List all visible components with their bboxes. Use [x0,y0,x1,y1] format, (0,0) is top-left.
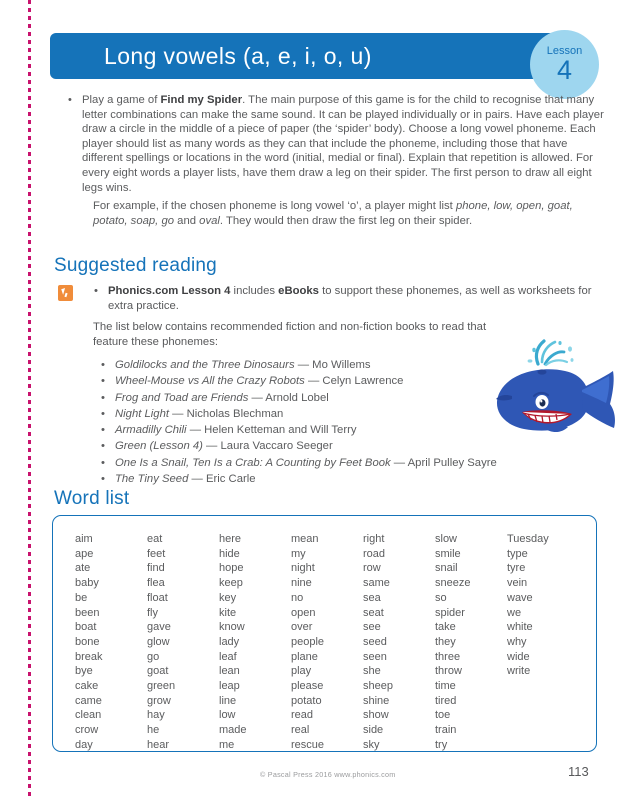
word-column-6 [435,532,507,753]
word: lean [219,665,240,678]
word: bone [75,635,100,648]
word: time [435,680,456,693]
book-author: Laura Vaccaro Seeger [220,440,333,453]
word: float [147,591,168,604]
word-column-2 [147,532,219,753]
word: find [147,562,165,575]
word: hope [219,562,244,575]
word: right [363,533,385,545]
word: goat [147,665,169,678]
book-author: Celyn Lawrence [322,375,404,388]
word: open [291,606,316,619]
book-title: Frog and Toad are Friends [115,391,249,404]
word: rescue [291,738,325,751]
page-title: Long vowels (a, e, i, o, u) [104,42,372,69]
example-part3: . They would then draw the first leg on their spider. [219,214,473,227]
word: know [219,621,245,634]
word: vein [507,577,528,590]
phonics-ebooks-label: eBooks [278,285,319,297]
phonics-part1: includes [230,285,279,297]
word: plane [291,650,318,663]
word: take [435,621,456,634]
word: clean [75,709,102,722]
word: smile [435,547,461,560]
word: potato [291,694,322,707]
word: break [75,650,103,663]
word: road [363,547,386,560]
section-heading-suggested-reading: Suggested reading [54,255,217,276]
list-item [115,471,563,487]
word-column-7 [507,532,579,753]
word: type [507,547,528,560]
word: please [291,680,324,693]
word: grow [147,694,171,707]
word: slow [435,533,458,545]
word: same [363,577,390,590]
word-column-1 [75,532,147,753]
word: seat [363,606,384,619]
word: shine [363,694,390,707]
word: key [219,591,237,604]
word: three [435,650,461,663]
word: be [75,591,88,604]
book-author: Eric Carle [205,473,256,486]
section-heading-word-list: Word list [54,488,130,509]
book-dash: — [188,473,206,486]
water-spout-icon [528,341,574,365]
book-dash: — [186,424,205,437]
word: tired [435,694,457,707]
word: toe [435,709,451,722]
word: row [363,562,381,575]
word-list-columns [75,532,579,753]
book-title: Green (Lesson 4) [115,440,203,453]
word-column-4 [291,532,363,753]
word: wave [507,591,533,604]
book-dash: — [390,456,408,469]
book-title: Night Light [115,407,170,420]
word: over [291,621,313,634]
word: here [219,533,242,545]
phonics-lesson-link[interactable]: Phonics.com Lesson 4 [108,285,231,297]
word: why [507,635,527,648]
word: gave [147,621,171,634]
activity-bullet [82,93,605,195]
word: throw [435,665,462,678]
word: hear [147,738,170,751]
lesson-badge-label: Lesson [546,44,583,57]
book-title: Goldilocks and the Three Dinosaurs [115,359,295,371]
word: real [291,724,310,737]
header-bar [50,33,560,79]
word: wide [507,650,530,663]
word-column-5 [363,532,435,753]
word: sea [363,591,381,604]
word: nine [291,577,312,590]
word: been [75,606,100,619]
word: came [75,694,102,707]
word: write [507,665,531,678]
book-title: The Tiny Seed [115,473,189,486]
page-content [50,0,619,800]
word: they [435,635,456,648]
book-dash: — [294,359,313,371]
word: lady [219,635,240,648]
word-list-box [52,515,597,752]
word: tyre [507,562,526,575]
word: see [363,621,381,634]
book-author: Nicholas Blechman [186,407,284,420]
book-title: Armadilly Chili [115,424,187,437]
word: go [147,650,160,663]
word: night [291,562,315,575]
word-column-3 [219,532,291,753]
phonics-bullet-text [94,284,606,313]
word: sneeze [435,577,471,590]
book-title: Wheel-Mouse vs All the Crazy Robots [115,375,305,388]
word: me [219,738,235,751]
word: keep [219,577,243,590]
example-paragraph [93,199,605,228]
word: feet [147,547,166,560]
word: ape [75,547,94,560]
word: day [75,738,93,751]
word: green [147,680,176,693]
footer-copyright: © Pascal Press 2016 www.phonics.com [260,770,396,779]
word: so [435,591,447,604]
book-author: Mo Willems [312,359,371,371]
example-words-1: phone, low, open, goat, potato, soap, go [93,200,573,227]
activity-text-part1: Play a game of [82,94,161,106]
word: she [363,665,381,678]
word: leaf [219,650,237,663]
word: people [291,635,325,648]
word: glow [147,635,170,648]
word: seed [363,635,387,648]
word: fly [147,606,158,619]
word: baby [75,577,99,590]
perforated-edge [28,0,31,800]
example-words-2: oval [199,214,220,227]
book-title: One Is a Snail, Ten Is a Crab: A Counting by Feet Book [115,456,391,469]
phonics-row [58,284,606,313]
activity-game-name: Find my Spider [160,94,243,106]
word: spider [435,606,465,619]
word: side [363,724,384,737]
whale-illustration [482,338,617,448]
word: sky [363,738,380,751]
word: he [147,724,160,737]
word: hay [147,709,165,722]
activity-bullet-block [60,93,605,197]
word: crow [75,724,99,737]
book-author: April Pulley Sayre [407,456,497,469]
word: seen [363,650,387,663]
word: boat [75,621,97,634]
word: cake [75,680,99,693]
word: try [435,738,448,751]
book-dash: — [202,440,221,453]
word: line [219,694,237,707]
word: ate [75,562,91,575]
word: my [291,547,306,560]
word: Tuesday [507,533,549,545]
cursor-icon [58,285,73,301]
example-part1: For example, if the chosen phoneme is long vowel ‘o’, a player might list [93,200,456,212]
word: bye [75,665,93,678]
word: show [363,709,389,722]
word: aim [75,533,93,545]
page-header [50,30,619,85]
whale-body [496,369,615,432]
book-author: Arnold Lobel [265,391,329,404]
book-dash: — [248,391,266,404]
book-dash: — [169,407,187,420]
word: low [219,709,236,722]
book-dash: — [304,375,323,388]
example-part2: and [174,214,200,227]
word: leap [219,680,240,693]
word: read [291,709,314,722]
word: made [219,724,247,737]
word: play [291,665,312,678]
word: no [291,591,304,604]
word: train [435,724,457,737]
lesson-badge [530,30,599,99]
word: eat [147,533,163,545]
page-number: 113 [568,764,589,779]
word: sheep [363,680,393,693]
word: snail [435,562,458,575]
word: hide [219,547,240,560]
word: white [507,621,533,634]
word: kite [219,606,237,619]
word: we [507,606,522,619]
book-author: Helen Ketteman and Will Terry [204,424,357,437]
books-intro-text: The list below contains recommended fiction and non-fiction books to read that feature these phonemes: [93,321,487,348]
list-item [115,455,563,471]
lesson-badge-number: 4 [556,54,573,85]
word: mean [291,533,319,545]
word: flea [147,577,165,590]
activity-text-part2: . The main purpose of this game is for the child to recognise that many letter combinations can make the same sound. It can be played individually or in pairs. Have each player draw a circle in the middle of a piece of paper (the ‘spider’ body). Choose a long vowel phoneme. Each player should list as many words as they can that include the phoneme, including those that have different spellings or locations in the word (initial, medial or final). Explain that repetition is allowed. For every eight words a player lists, have them draw a leg on their spider. The first person to draw all eight legs wins. [82,94,604,194]
phonics-part2: to support these phonemes, as well as worksheets for extra practice. [108,285,592,312]
